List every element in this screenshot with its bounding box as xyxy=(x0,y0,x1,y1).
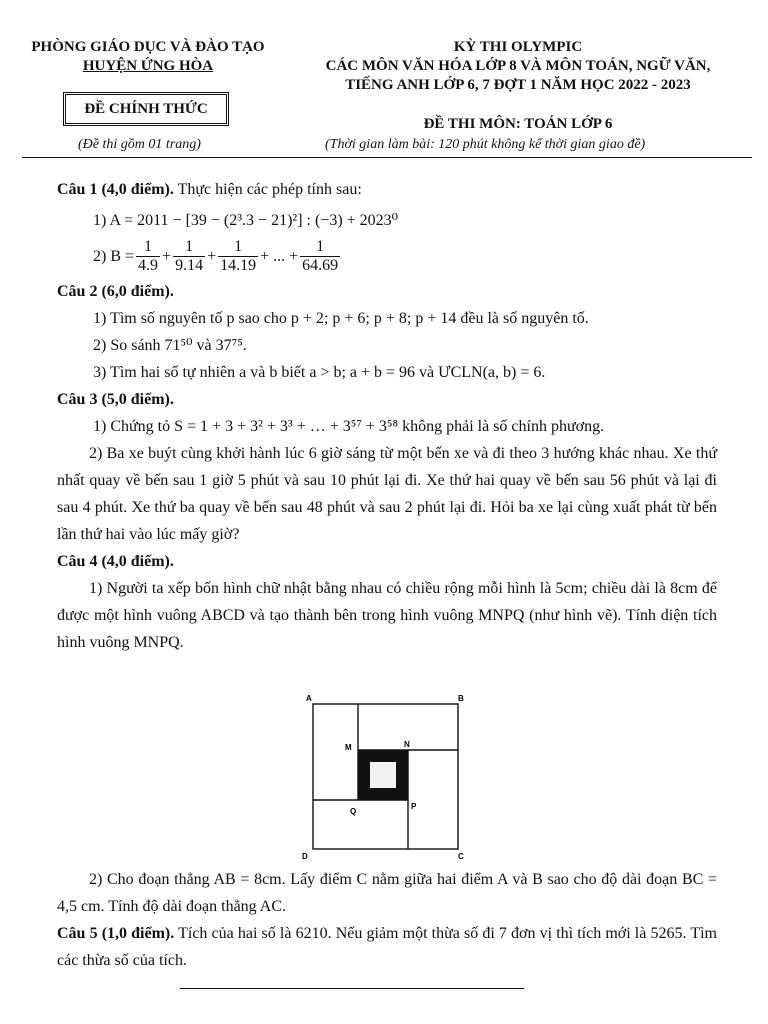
question-5-text: Tích của hai số là 6210. Nếu giảm một thừa số đi 7 đơn vị thì tích mới là 5265. Tìm các thừa số của tích. xyxy=(57,925,717,969)
question-2-item-3: 3) Tìm hai số tự nhiên a và b biết a > b; a + b = 96 và ƯCLN(a, b) = 6. xyxy=(93,364,546,381)
question-4-item-2: 2) Cho đoạn thẳng AB = 8cm. Lấy điểm C nằm giữa hai điểm A và B sao cho độ dài đoạn BC = 4,5 cm. Tính độ dài đoạn thẳng AC. xyxy=(57,871,717,915)
label-c: C xyxy=(458,852,464,861)
ellipsis: + ... + xyxy=(260,247,299,265)
official-stamp-box xyxy=(63,92,229,126)
fraction-3: $\frac{1}{14.19}$ xyxy=(220,237,257,274)
label-m: M xyxy=(345,743,352,752)
question-4-item-1: 1) Người ta xếp bốn hình chữ nhật bằng nhau có chiều rộng mỗi hình là 5cm; chiều dài là 8cm để được một hình vuông ABCD và tạo thành bên trong hình vuông MNPQ (như hình vẽ). Tính diện tích hình vuông MNPQ. xyxy=(57,580,717,651)
question-1-heading: Câu 1 (4,0 điểm). xyxy=(57,181,174,198)
question-2-heading: Câu 2 (6,0 điểm). xyxy=(57,283,174,300)
question-1-part-b: 2) B = $\frac{1}{4.9}$ + $\frac{1}{9.14}$ + $\frac{1}{14.19}$ + ... + $\frac{1}{64.69}$ xyxy=(93,237,339,274)
official-label: ĐỀ CHÍNH THỨC xyxy=(84,101,208,117)
question-5-heading: Câu 5 (1,0 điểm). xyxy=(57,925,175,942)
question-3-item-1: 1) Chứng tỏ S = 1 + 3 + 3² + 3³ + … + 3⁵⁷ + 3⁵⁸ không phải là số chính phương. xyxy=(93,418,605,435)
fraction-4: $\frac{1}{64.69}$ xyxy=(302,237,339,274)
square-mnpq-center xyxy=(370,762,396,788)
exam-subject: ĐỀ THI MÔN: TOÁN LỚP 6 xyxy=(423,116,613,132)
question-1 xyxy=(57,176,717,203)
label-b: B xyxy=(458,694,464,703)
label-n: N xyxy=(404,740,410,749)
department-name: PHÒNG GIÁO DỤC VÀ ĐÀO TẠO xyxy=(31,39,265,55)
label-a: A xyxy=(306,694,312,703)
question-1-part-a: 1) A = 2011 − [39 − (2³.3 − 21)²] : (−3) + 2023⁰ xyxy=(93,212,399,229)
question-5 xyxy=(57,920,717,974)
pages-note: (Đề thi gồm 01 trang) xyxy=(78,137,201,152)
question-3-item-2: 2) Ba xe buýt cùng khởi hành lúc 6 giờ sáng từ một bến xe và đi theo 3 hướng khác nhau. Xe thứ nhất quay về bến sau 1 giờ 5 phút và sau 10 phút lại đi. Xe thứ hai quay về bến sau 56 phút và lại đi sau 4 phút. Xe thứ ba quay về bến sau 48 phút và sau 2 phút lại đi. Hỏi ba xe lại cùng xuất phát từ bến lần thứ hai vào lúc mấy giờ? xyxy=(57,445,717,543)
question-2-item-2: 2) So sánh 71⁵⁰ và 37⁷⁵. xyxy=(93,337,247,354)
time-note: (Thời gian làm bài: 120 phút không kể thời gian giao đề) xyxy=(325,137,646,152)
exam-content xyxy=(57,176,717,656)
label-q: Q xyxy=(350,807,357,816)
exam-title: KỲ THI OLYMPIC xyxy=(453,39,583,55)
label-d: D xyxy=(302,852,308,861)
question-4-heading: Câu 4 (4,0 điểm). xyxy=(57,553,174,570)
exam-subtitle-line1: CÁC MÔN VĂN HÓA LỚP 8 VÀ MÔN TOÁN, NGỮ VĂN, xyxy=(325,58,711,74)
question-2-item-1: 1) Tìm số nguyên tố p sao cho p + 2; p + 6; p + 8; p + 14 đều là số nguyên tố. xyxy=(93,310,589,327)
question-1-intro: Thực hiện các phép tính sau: xyxy=(177,181,362,198)
fraction-2: $\frac{1}{9.14}$ xyxy=(175,237,204,274)
label-p: P xyxy=(411,802,417,811)
end-divider xyxy=(180,988,524,989)
district-name: HUYỆN ỨNG HÒA xyxy=(82,58,214,74)
exam-header xyxy=(278,38,758,95)
fraction-1: $\frac{1}{4.9}$ xyxy=(138,237,159,274)
department-header xyxy=(28,38,268,76)
part-b-label: 2) B = xyxy=(93,247,135,265)
exam-content-lower xyxy=(57,866,717,974)
square-figure xyxy=(298,692,468,862)
header-divider xyxy=(22,157,752,158)
exam-subtitle-line2: TIẾNG ANH LỚP 6, 7 ĐỢT 1 NĂM HỌC 2022 - 2023 xyxy=(345,77,691,93)
question-3-heading: Câu 3 (5,0 điểm). xyxy=(57,391,174,408)
